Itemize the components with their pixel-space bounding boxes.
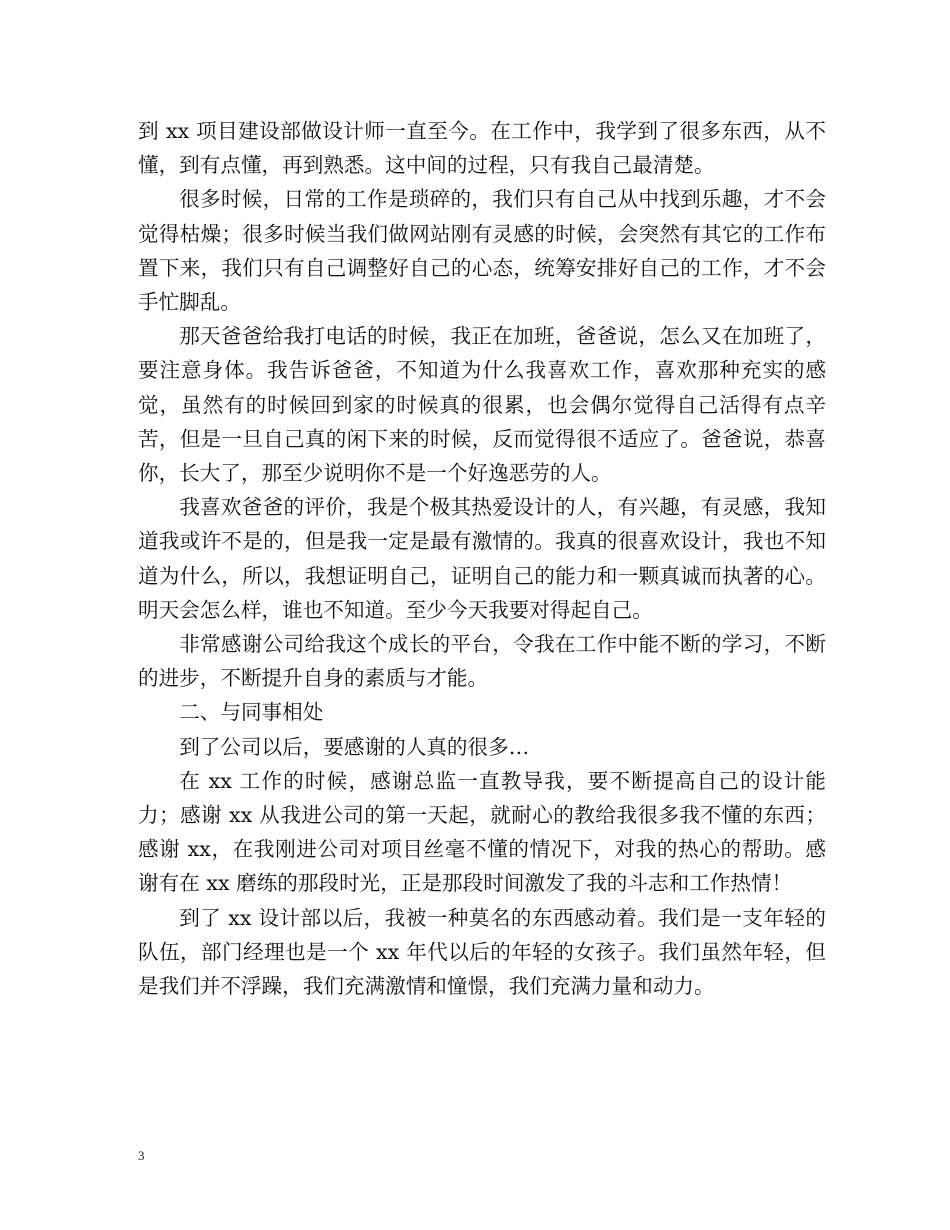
paragraph: 很多时候，日常的工作是琐碎的，我们只有自己从中找到乐趣，才不会觉得枯燥；很多时候当我们做网站刚有灵感的时候，会突然有其它的工作布置下来，我们只有自己调整好自己的心态，统筹安排好自己的工作，才不会手忙脚乱。 (138, 187, 826, 315)
paragraph: 到 xx 项目建设部做设计师一直至今。在工作中，我学到了很多东西，从不懂，到有点懂，再到熟悉。这中间的过程，只有我自己最清楚。 (138, 119, 826, 178)
paragraph: 那天爸爸给我打电话的时候，我正在加班，爸爸说，怎么又在加班了，要注意身体。我告诉爸爸，不知道为什么我喜欢工作，喜欢那种充实的感觉，虽然有的时候回到家的时候真的很累，也会偶尔觉得自己活得有点辛苦，但是一旦自己真的闲下来的时候，反而觉得很不适应了。爸爸说，恭喜你，长大了，那至少说明你不是一个好逸恶劳的人。 (138, 324, 826, 486)
section-heading: 二、与同事相处 (179, 700, 324, 725)
paragraph: 到了公司以后，要感谢的人真的很多… (179, 734, 530, 759)
paragraph: 非常感谢公司给我这个成长的平台，令我在工作中能不断的学习，不断的进步，不断提升自身的素质与才能。 (138, 632, 826, 691)
document-body (138, 114, 826, 1003)
page-number: 3 (138, 1148, 145, 1163)
paragraph: 我喜欢爸爸的评价，我是个极其热爱设计的人，有兴趣，有灵感，我知道我或许不是的，但是我一定是最有激情的。我真的很喜欢设计，我也不知道为什么，所以，我想证明自己，证明自己的能力和一颗真诚而执著的心。明天会怎么样，谁也不知道。至少今天我要对得起自己。 (138, 495, 826, 622)
paragraph: 到了 xx 设计部以后，我被一种莫名的东西感动着。我们是一支年轻的队伍，部门经理也是一个 xx 年代以后的年轻的女孩子。我们虽然年轻，但是我们并不浮躁，我们充满激情和憧憬，我们充满力量和动力。 (138, 905, 826, 999)
paragraph: 在 xx 工作的时候，感谢总监一直教导我，要不断提高自己的设计能力；感谢 xx 从我进公司的第一天起，就耐心的教给我很多我不懂的东西；感谢 xx，在我刚进公司对项目丝毫不懂的情况下，对我的热心的帮助。感谢有在 xx 磨练的那段时光，正是那段时间激发了我的斗志和工作热情！ (138, 768, 826, 896)
